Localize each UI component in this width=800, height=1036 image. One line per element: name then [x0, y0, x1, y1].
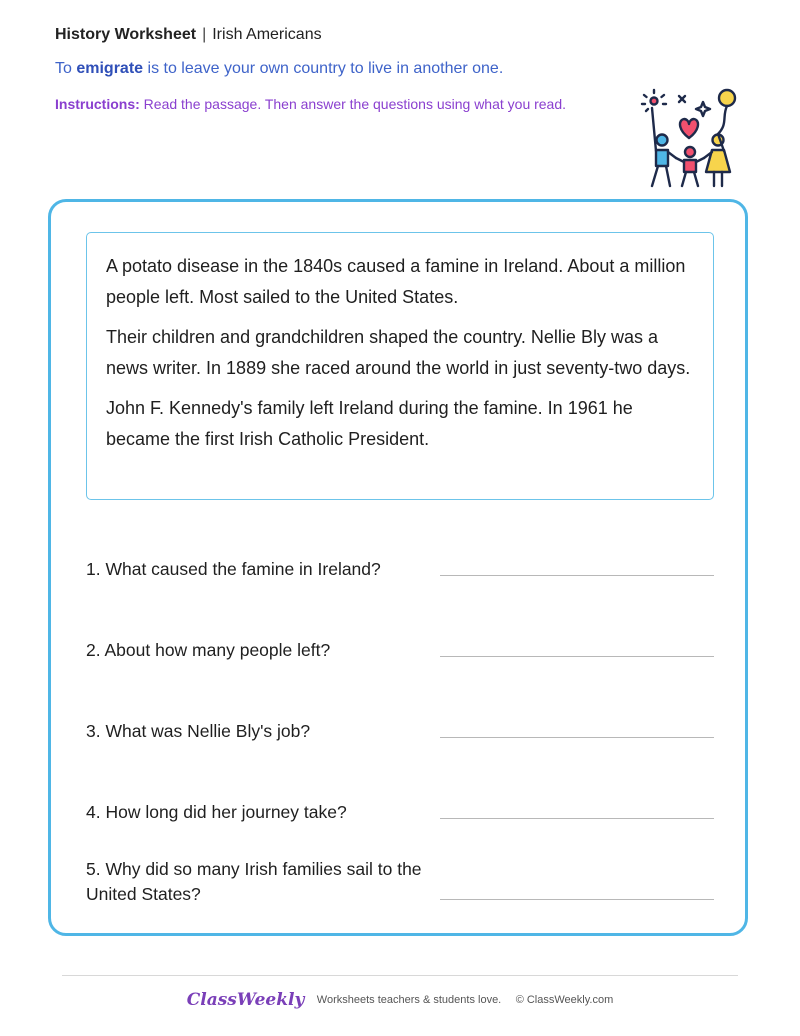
vocabulary-definition — [55, 60, 503, 78]
question-2: 2. About how many people left? — [86, 640, 331, 660]
passage-paragraph-2: Their children and grandchildren shaped the country. Nellie Bly was a news writer. In 1889 she raced around the world in just seventy-two days. — [106, 327, 691, 378]
classweekly-logo: ClassWeekly — [186, 990, 305, 1010]
answer-line-2[interactable] — [440, 656, 714, 657]
header-separator: | — [202, 26, 207, 43]
footer-tagline: Worksheets teachers & students love. — [316, 994, 502, 1006]
answer-line-4[interactable] — [440, 818, 714, 819]
reading-passage — [86, 232, 714, 500]
question-1: 1. What caused the famine in Ireland? — [86, 559, 381, 579]
question-3: 3. What was Nellie Bly's job? — [86, 721, 311, 741]
definition-text: is to leave your own country to live in another one. — [147, 60, 504, 77]
answer-line-1[interactable] — [440, 575, 714, 576]
instructions — [55, 93, 585, 116]
worksheet-topic: Irish Americans — [212, 26, 322, 43]
footer — [0, 990, 800, 1010]
definition-term: emigrate — [76, 60, 144, 77]
passage-paragraph-1: A potato disease in the 1840s caused a famine in Ireland. About a million people left. Most sailed to the United States. — [106, 256, 686, 307]
answer-line-3[interactable] — [440, 737, 714, 738]
passage-paragraph-3: John F. Kennedy's family left Ireland during the famine. In 1961 he became the first Irish Catholic President. — [106, 398, 633, 449]
answer-line-5[interactable] — [440, 899, 714, 900]
footer-divider — [62, 975, 738, 976]
instructions-label: Instructions: — [55, 96, 140, 112]
family-celebration-icon — [634, 88, 744, 188]
question-5: 5. Why did so many Irish families sail to the United States? — [86, 859, 422, 904]
question-4: 4. How long did her journey take? — [86, 802, 347, 822]
footer-copyright: © ClassWeekly.com — [515, 994, 614, 1006]
definition-prefix: To — [55, 60, 72, 77]
worksheet-subject: History Worksheet — [55, 26, 197, 43]
worksheet-header — [55, 26, 322, 44]
instructions-text: Read the passage. Then answer the questions using what you read. — [143, 96, 567, 112]
